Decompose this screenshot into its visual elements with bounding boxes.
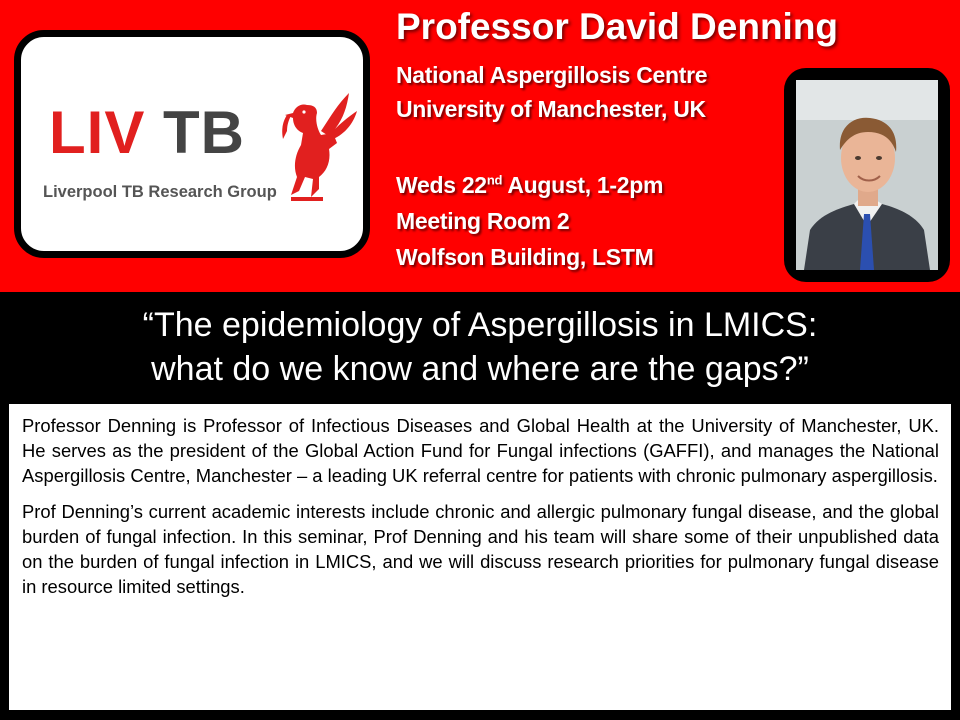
event-date-rest: August, 1-2pm: [502, 172, 664, 198]
speaker-bio: [9, 404, 951, 710]
speaker-affiliation-1: National Aspergillosis Centre: [396, 62, 708, 88]
liv-tb-logo: [14, 30, 370, 258]
speaker-photo: [796, 80, 938, 270]
logo-tb-text: TB: [163, 99, 245, 166]
liver-bird-icon: [277, 85, 359, 215]
talk-title-line-2: what do we know and where are the gaps?”: [151, 350, 809, 388]
bio-paragraph-1: Professor Denning is Professor of Infectious Diseases and Global Health at the University of Manchester, UK. He serves as the president of the Global Action Fund for Fungal infections (GAFFI), and manages the National Aspergillosis Centre, Manchester – a leading UK referral centre for patients with chronic pulmonary aspergillosis.: [22, 415, 939, 486]
header-banner: [0, 0, 960, 292]
logo-liv-text: LIV: [49, 99, 146, 166]
speaker-name: Professor David Denning: [396, 6, 839, 47]
talk-title-line-1: “The epidemiology of Aspergillosis in LMICS:: [142, 306, 818, 344]
logo-subtitle: Liverpool TB Research Group: [43, 183, 277, 201]
event-room: Meeting Room 2: [396, 208, 570, 234]
speaker-portrait-icon: [796, 80, 938, 270]
speaker-photo-frame: [784, 68, 950, 282]
event-date: [396, 172, 663, 199]
event-date-prefix: Weds 22: [396, 172, 487, 198]
event-building: Wolfson Building, LSTM: [396, 244, 654, 270]
event-date-suffix: nd: [486, 172, 503, 188]
speaker-affiliation-2: University of Manchester, UK: [396, 96, 706, 122]
logo-wordmark: [49, 99, 245, 166]
talk-title: [0, 292, 960, 402]
bio-paragraph-2: Prof Denning’s current academic interests include chronic and allergic pulmonary fungal disease, and the global burden of fungal infection. In this seminar, Prof Denning and his team will share some of their unpublished data on the burden of fungal infection in LMICS, and we will discuss research priorities for pulmonary fungal disease in resource limited settings.: [22, 501, 939, 597]
